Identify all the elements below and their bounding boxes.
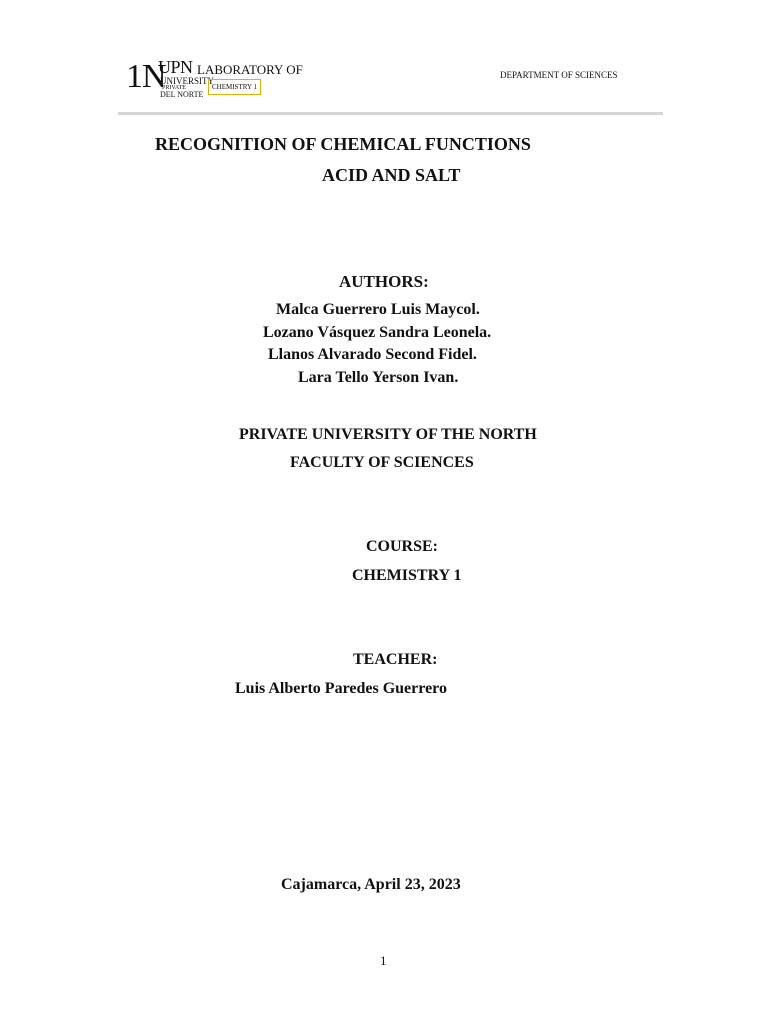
department-label: DEPARTMENT OF SCIENCES [500, 70, 618, 80]
university-name: PRIVATE UNIVERSITY OF THE NORTH [239, 426, 537, 443]
header-divider [118, 112, 663, 115]
teacher-heading: TEACHER: [353, 651, 438, 668]
document-title: RECOGNITION OF CHEMICAL FUNCTIONS [155, 134, 531, 154]
place-date: Cajamarca, April 23, 2023 [281, 876, 461, 893]
logo-private-text: PRIVATE [162, 85, 186, 91]
logo-n: N [142, 58, 167, 95]
page-number: 1 [380, 953, 387, 968]
logo-university-text: UNIVERSITY [160, 76, 214, 86]
faculty-name: FACULTY OF SCIENCES [290, 454, 474, 471]
author-item [276, 301, 480, 319]
author-item [263, 324, 491, 342]
author-name: Lozano Vásquez Sandra Leonela. [263, 324, 492, 341]
course-name: CHEMISTRY 1 [352, 567, 462, 584]
author-name: Malca Guerrero Luis Maycol. [276, 301, 480, 318]
logo-upn-text: UPN [158, 57, 193, 77]
author-name: Llanos Alvarado Second Fidel. [268, 346, 477, 363]
course-heading: COURSE: [366, 538, 439, 555]
logo-laboratory-text: LABORATORY OF [197, 62, 303, 77]
document-subtitle: ACID AND SALT [322, 165, 461, 185]
author-name: Lara Tello Yerson Ivan. [298, 369, 459, 386]
upn-logo [120, 52, 330, 102]
author-item [268, 346, 477, 364]
logo-course-box: CHEMISTRY 1 [208, 79, 261, 95]
authors-heading: AUTHORS: [339, 272, 429, 291]
logo-number: 1 [126, 58, 143, 95]
logo-del-norte-text: DEL NORTE [160, 90, 204, 99]
author-item [298, 369, 458, 387]
teacher-name: Luis Alberto Paredes Guerrero [235, 680, 447, 697]
